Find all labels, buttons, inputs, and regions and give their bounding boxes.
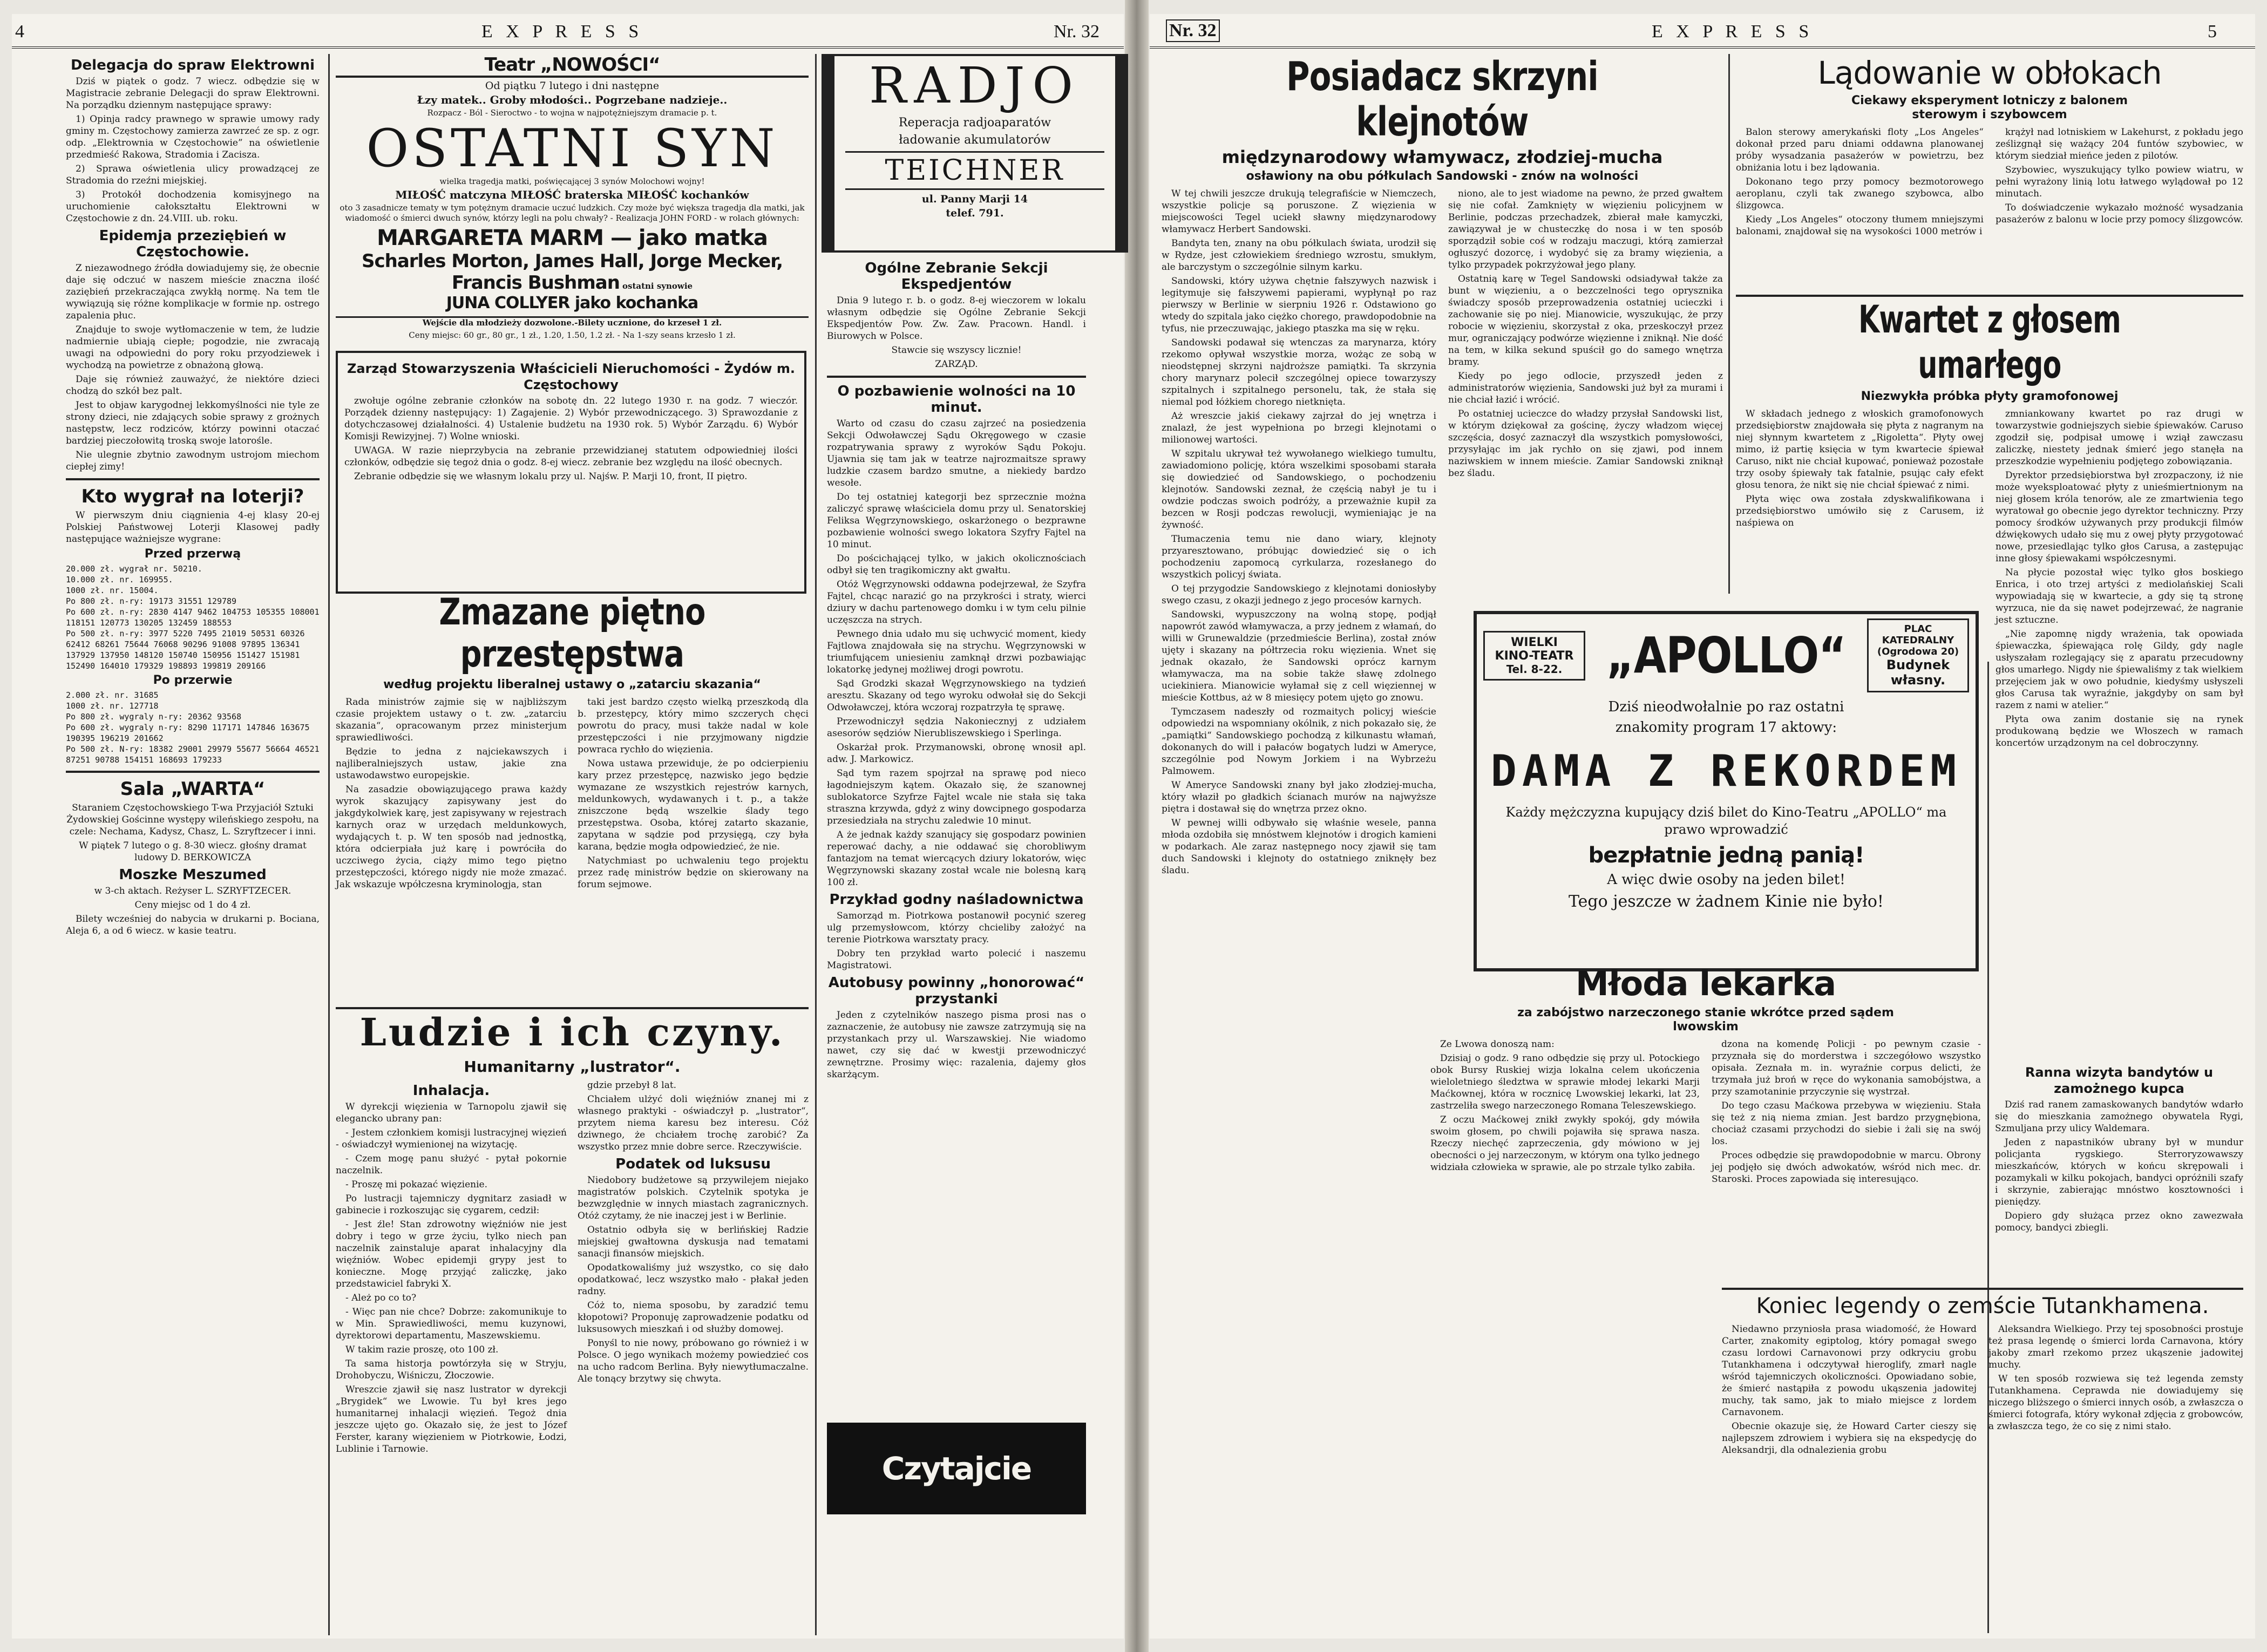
- paragraph: Dobry ten przykład warto polecić i naszemu Magistratowi.: [827, 948, 1086, 971]
- ludzie-col-a: [336, 1079, 567, 1457]
- paragraph: krążył nad lotniskiem w Lakehurst, z pokładu jego ześlizgnął się ważący 204 funtów szybowiec, w którym siedział mieńce jeden z pilotów.: [1995, 127, 2243, 161]
- zmazane-col-b: [578, 696, 809, 893]
- paragraph: Samorząd m. Piotrkowa postanowił pocynić szereg ulg przemysłowcom, którzy chcieliby założyć na terenie Piotrkowa warsztaty pracy.: [827, 910, 1086, 945]
- paragraph: Balon sterowy amerykański floty „Los Angeles“ dokonał przed paru dniami oddawna planowanej próby wysadzania pasażerów w powietrzu, bez obniżania lotu i bez lądowania.: [1736, 127, 1984, 173]
- kwartet-title: Kwartet z głosem umarłego: [1858, 297, 2121, 387]
- paragraph: dzona na komendę Policji - po pewnym czasie - przyznała się do morderstwa i szczegółowo wszystko opisała. Zeznała m. in. wyraźnie corpus delicti, że trzymała już broń w ręce do wykonania samobójstwa, a przy szamotaninie przyczynie się wystrzał.: [1712, 1039, 1981, 1097]
- paragraph: W pierwszym dniu ciągnienia 4-ej klasy 20-ej Polskiej Państwowej Loterji Klasowej padły następujące ważniejsze wygrane:: [66, 510, 320, 545]
- paragraph: Dziś rad ranem zamaskowanych bandytów wdarło się do mieszkania zamożnego obywatela Rygi, Szmuljana przy ulicy Waldemara.: [1995, 1099, 2243, 1134]
- apollo-right-box: PLAC KATEDRALNY (Ogrodowa 20) Budynek własny.: [1867, 618, 1969, 692]
- sub-heading: Przed przerwą: [144, 547, 241, 561]
- tagline: Łzy matek.. Groby młodości.. Pogrzebane nadzieje..: [417, 93, 728, 106]
- paragraph: Jeden z napastników ubrany był w mundur policjanta rygskiego. Sterroryzowawszy mieszkańców, których w końcu skrępowali i pozamykali w kilku pokojach, bandyci opróżnili szafy i skrzynie, zabierając mnóstwo kosztowności i pieniędzy.: [1995, 1137, 2243, 1207]
- zarzad-title: Zarząd Stowarzyszenia Właścicieli Nieruchomości - Żydów m. Częstochowy: [347, 361, 796, 392]
- paragraph: Do pościchającej tylko, w jakich okolicznościach odbył się ten tragikomiczny akt gwałtu.: [827, 553, 1086, 576]
- koniec-title: Koniec legendy o zemście Tutankhamena.: [1756, 1294, 2209, 1318]
- paragraph: Obecnie okazuje się, że Howard Carter cieszy się najlepszem zdrowiem i wybiera się na ekspedycję do Aleksandrji, dla odnalezienia grobu: [1722, 1421, 1977, 1456]
- paragraph: Kiedy „Los Angeles“ otoczony tłumem mniejszymi balonami, znajdował się na wysokości 1000 metrów i: [1736, 214, 1984, 237]
- zarzad-place: Zebranie odbędzie się we własnym lokalu przy ul. Najśw. P. Marji 10, front, II piętro.: [354, 471, 748, 482]
- posiadacz-subtitle-2: osławiony na obu półkulach Sandowski - znów na wolności: [1246, 169, 1639, 183]
- apollo-line-3: A więc dwie osoby na jeden bilet!: [1607, 872, 1845, 888]
- issue-number: Nr. 32: [1166, 19, 1220, 42]
- paragraph: Dziś w piątek o godz. 7 wiecz. odbędzie się w Magistracie zebranie Delegacji do spraw Elektrowni. Na porządku dziennym następujące sprawy:: [66, 76, 320, 111]
- zarzad-body: zwołuje ogólne zebranie członków na sobotę dn. 22 lutego 1930 r. na godz. 7 wieczór. Porządek dzienny następujący: 1) Zagajenie. 2) Wybór przewodniczącego. 3) Sprawozdanie z dotychczasowej działalności. 4) Ustalenie budżetu na 1930 rok. 5) Wybór Zarządu. 6) Wybór Komisji Rewizyjnej. 7) Wolne wnioski.: [344, 396, 798, 442]
- paragraph: Ceny miejsc od 1 do 4 zł.: [134, 900, 251, 910]
- radjo-ad: [822, 54, 1128, 253]
- paragraph: Dnia 9 lutego r. b. o godz. 8-ej wieczorem w lokalu własnym odbędzie się Ogólne Zebranie Sekcji Ekspedjentów Pow. Zw. Zaw. Pracown. Handl. i Biurowych w Polsce.: [827, 295, 1086, 342]
- lottery-numbers: Po 500 zł. n-ry: 3977 5220 7495 21019 50531 60326 62412 68261 75644 76068 90296 91008 97895 136341 137929 137950 148120 150740 150956 151427 151981 152490 164010 179329 198893 199819 209166: [66, 629, 305, 671]
- paragraph: O tej przygodzie Sandowskiego z klejnotami doniosłyby swego czasu, z okazji jednego z jego procesów karnych.: [1162, 583, 1436, 606]
- film-title: OSTATNI SYN: [366, 118, 778, 179]
- paragraph: Ostatnią karę w Tegel Sandowski odsiadywał także za bunt w więzieniu, a o bezczelności tego oprysznika świadczy sposób przeprowadzenia ostatniej ucieczki i zachowanie się po niej. Mianowicie, wyszukując, że przy robocie w więzieniu, skorzystał z oka, przeskoczył przez mur, ograniczający podwórze więzienne i zniknął. Nie dość na tem, w kilka sekund spuścił go do samego wnętrza bramy.: [1448, 274, 1723, 368]
- issue-number: Nr. 32: [1054, 22, 1099, 42]
- paragraph: Z niezawodnego źródła dowiadujemy się, że obecnie daje się odczuć w naszem mieście znaczna ilość zaziębień przekraczająca zwykłą normę. Na tem tle wywiązują się różne komplikacje w formie np. ostrego zapalenia płuc.: [66, 263, 320, 321]
- section-heading: Przykład godny naśladownictwa: [829, 892, 1084, 908]
- paragraph: Sandowski podawał się wtenczas za marynarza, który rzekomo opływał wszystkie morza, wożąc ze sobą w nieodstępnej skrzyni najdroższe pamiątki. Ta skrzynia chory marynarz polecił szczególnej opiece towarzyszy szpitalnych i szpitalnego personelu, tak, że stała się niemal pod łóżkiem chorego nietknięta.: [1162, 337, 1436, 407]
- apollo-film-title: DAMA Z REKORDEM: [1490, 746, 1962, 796]
- page-number: 4: [15, 22, 24, 42]
- paragraph: Wreszcie zjawił się nasz lustrator w dyrekcji „Brygidek“ we Lwowie. Tu był kres jego humanitarnej inhalacji więzień. Tegoż dnia jeszcze ujęto go. Okazało się, że jest to Józef Ferster, karany więzieniem w Piotrkowie, Łodzi, Lublinie i Tarnowie.: [336, 1384, 567, 1454]
- ranna-title: Ranna wizyta bandytów u zamożnego kupca: [2025, 1065, 2214, 1096]
- paragraph: Cóż to, niema sposobu, by zaradzić temu kłopotowi? Proponuję zaprowadzenie podatku od luksusowych mieszkań i od służby domowej.: [578, 1300, 809, 1335]
- paragraph: Z oczu Maćkowej znikł zwykły spokój, gdy mówiła swoim głosem, po chwili pojawiła się sprawa nasza. Rzeczy niechęć zaprzeczenia, gdy mówiono w jej obecności o jej narzeczonym, w którym ona tylko jednego widziała człowieka w sprawie, ale po strzale tylko zabiła.: [1430, 1114, 1700, 1173]
- paragraph: Na płycie pozostał więc tylko głos boskiego Enrica, i oto trzej artyści z mediolańskiej Scali wypowiadają się w kwartecie, a gdy się tą stronę wyrzuca, nie da się nawet podejrzewać, że nagranie jest sztuczne.: [1995, 567, 2243, 626]
- zmazane-article: [336, 592, 809, 1007]
- lekarka-article: [1430, 964, 1981, 1288]
- ludzie-article: [336, 1007, 809, 1635]
- paragraph: A że jednak każdy szanujący się gospodarz powinien reperować dachy, a nie oddawać się chorobliwym fantazjom na temat wiercących dziury lokatorów, więc Węgrzynowski skazany został wcale nie bolesną karą 100 zł.: [827, 830, 1086, 888]
- paragraph: Pewnego dnia udało mu się uchwycić moment, kiedy Fajtlowa znajdowała się na strychu. Węgrzynowski w triumfującem uniesieniu zamknął drzwi pozbawiając lokatorkę jedynej możliwej drogi powrotu.: [827, 629, 1086, 675]
- tagline-2: Rozpacz - Ból - Sieroctwo - to wojna w najpotężniejszym dramacie p. t.: [427, 108, 717, 118]
- paragraph: Oskarżał prok. Przymanowski, obronę wnosił apl. adw. J. Markowicz.: [827, 742, 1086, 765]
- paragraph: Tymczasem nadeszły od rozmaitych policyj wieście odpowiedzi na wspomniany okólnik, z nich pokazało się, że „pamiątki“ Sandowskiego pochodzą z kilkunastu włamań, dokonanych do will i pałaców bogatych ludzi w Ameryce, szczególnie pod Nowym Jorkiem i na Wybrzeżu Palmowem.: [1162, 706, 1436, 777]
- column-divider: [328, 54, 330, 1635]
- ranna-article: [1995, 1061, 2243, 1277]
- koniec-col-a: [1722, 1323, 1977, 1458]
- zmazane-title: Zmazane piętno przestępstwa: [439, 591, 705, 676]
- lekarka-title: Młoda lekarka: [1575, 964, 1836, 1003]
- paragraph: Będzie to jedna z najciekawszych i najliberalniejszych ustaw, jakie zna ustawodawstwo europejskie.: [336, 746, 567, 781]
- paragraph: Proces odbędzie się prawdopodobnie w marcu. Obrony jej podjęło się dwóch adwokatów, wśród nich mec. dr. Staroski. Proces zapowiada się interesująco.: [1712, 1150, 1981, 1185]
- film-desc-2: oto 3 zasadnicze tematy w tym potężnym dramacie uczuć ludzkich. Czy może być większa tragedja dla matki, jak wiadomość o śmierci dwuch synów, którzy legli na polu chwały? - Realizacja JOHN FORD - w rolach głównych:: [340, 203, 805, 223]
- zmazane-col-a: [336, 696, 567, 893]
- paragraph: Ostatnio odbyła się w berlińskiej Radzie miejskiej gwałtowna dyskusja nad tematami sanacji finansów miejskich.: [578, 1225, 809, 1259]
- paragraph: Dokonano tego przy pomocy bezmotorowego aeroplanu, czyli tak zwanego szybowca, albo ślizgowca.: [1736, 176, 1984, 211]
- paragraph: ZARZĄD.: [935, 359, 978, 370]
- kwartet-article: [1736, 295, 2243, 749]
- theatre-name: Teatr „NOWOŚCI“: [336, 54, 809, 78]
- paragraph: w 3-ch aktach. Reżyser L. SZRYFTZECER.: [94, 886, 291, 896]
- apollo-left-box: WIELKI KINO-TEATR Tel. 8-22.: [1483, 631, 1585, 681]
- paragraph: Niedobory budżetowe są przywilejem niejako magistratów polskich. Czytelnik spotyka je bezwzględnie w innych miastach zagranicznych. Otóż czytamy, że nie inaczej jest i w Berlinie.: [578, 1175, 809, 1221]
- paragraph: Dzisiaj o godz. 9 rano odbędzie się przy ul. Potockiego obok Bursy Ruskiej wizja lokalna celem ukończenia wieloletniego śledztwa w sprawie młodej lekarki Marji Maćkownej, która w rocznicę Lwowskiej lekarki, lat 23, zastrzeliła swego narzeczonego Romana Teleszewskiego.: [1430, 1053, 1700, 1111]
- lottery-numbers: Po 500 zł. N-ry: 18382 29001 29979 55677 56664 46521 87251 90788 154151 168693 179233: [66, 744, 320, 765]
- paragraph: Dyrektor przedsiębiorstwa był zrozpaczony, iż nie może wyeksploatować płyty z unieśmiertnionym na niej głosem króla tenorów, ale ze zmartwienia tego wyratował go obecnie jego dyrektor techniczny. Przy pomocy środków używanych przy produkcji filmów dźwiękowych udało się mu z owej płyty przygotować nowe, przesiedlając tylko głos Carusa, a zastępując inne głosy śpiewakami współczesnymi.: [1995, 470, 2243, 564]
- section-heading: Ogólne Zebranie Sekcji Ekspedjentów: [865, 260, 1048, 293]
- paragraph: Bilety wcześniej do nabycia w drukarni p. Bociana, Aleja 6, a od 6 wiecz. w kasie teatru.: [66, 914, 320, 936]
- paragraph: - Jestem członkiem komisji lustracyjnej więzień - oświadczył wymienionej na wizytację.: [336, 1127, 567, 1150]
- masthead: E X P R E S S: [481, 22, 643, 42]
- paragraph: Sąd tym razem spojrzał na sprawę pod nieco łagodniejszym kątem. Okazało się, że szanownej sublokatorce Szyfrze Fajtel wcale nie stała się taka straszna krzywda, gdyż z winy dowcipnego gospodarza przesiedziała na strychu zaledwie 10 minut.: [827, 768, 1086, 826]
- kwartet-subtitle: Niezwykła próbka płyty gramofonowej: [1861, 390, 2119, 403]
- page-number: 5: [2208, 22, 2217, 42]
- posiadacz-title: Posiadacz skrzyni klejnotów: [1286, 53, 1598, 145]
- ladowanie-title: Lądowanie w obłokach: [1817, 55, 2162, 91]
- paragraph: Znajduje to swoje wytłomaczenie w tem, że ludzie nadmiernie ubiają ciepłe; pogodzie, nie zwracają uwagi na odpowiedni do pory roku przyodziewek i wychodzą na powietrze z obnażoną głową.: [66, 324, 320, 371]
- paragraph: Nie ulegnie zbytnio zawodnym ustrojom miechom ciepłej zimy!: [66, 450, 320, 472]
- paragraph: W ten sposób rozwiewa się też legenda zemsty Tutankhamena. Ceprawda nie dowiadujemy się niczego bliższego o śmierci innych osób, a zwłaszcza o śmierci fotografa, który wykonał zdjęcia z grobowców, a zwłaszcza tego, że co się z nimi stało.: [1988, 1374, 2243, 1432]
- paragraph: W Ameryce Sandowski znany był jako złodziej-mucha, który właził po gładkich ścianach murów na najwyższe piętra i dostawał się do wnętrza przez okno.: [1162, 780, 1436, 814]
- paragraph: 2) Sprawa oświetlenia ulicy prowadzącej ze Stradomia do rzeźni miejskiej.: [66, 164, 320, 186]
- ludzie-title: Ludzie i ich czyny.: [359, 1010, 785, 1055]
- section-heading: Moszke Meszumed: [119, 867, 267, 883]
- paragraph: Płyta owa zanim dostanie się na rynek produkowaną będzie we Włoszech w ramach koncertów urządzonym na cel dobroczynny.: [1995, 714, 2243, 749]
- paragraph: Rada ministrów zajmie się w najbliższym czasie projektem ustawy o t. zw. „zatarciu skazania“, opracowanym przez ministerjum sprawiedliwości.: [336, 697, 567, 743]
- section-heading: Kto wygrał na loterji?: [81, 486, 304, 507]
- kwartet-col-b: [1995, 408, 2243, 751]
- paragraph: „Nie zapomnę nigdy wrażenia, tak opowiada śpiewaczka, śpiewająca rolę Gildy, gdy nagle usłyszałam rozlegający się z aparatu przecudowny głos umarłego. Nigdy nie śpiewaliśmy z tak wielkiem przejęciem jak w owo południe, kiedyśmy usłyszeli głos Carusa tak wyraźnie, jakgdyby on sam był razem z nami w atelier.“: [1995, 629, 2243, 711]
- ludzie-col-b: [578, 1079, 809, 1457]
- paragraph: Płyta więc owa została zdyskwalifikowana i przedsiębiorstwo umówiło się z Carusem, iż naśpiewa on: [1736, 494, 1984, 528]
- ladowanie-col-a: [1736, 126, 1984, 240]
- apollo-line-1: Dziś nieodwołalnie po raz ostatni: [1608, 699, 1844, 715]
- lottery-numbers: 20.000 zł. wygrał nr. 50210.: [66, 564, 202, 574]
- lottery-numbers: 2.000 zł. nr. 31685: [66, 690, 159, 700]
- paragraph: Po ostatniej ucieczce do władzy przysłał Sandowski list, w którym dziękował za gościnę, życzy władzom więcej szczęścia, dosyć zaznaczył dla wszystkich pomysłowości, przysyłając im jak rychło on się zjawi, pod innem naziwskiem w innem mieście. Zamiar Sandowski zniknął bez śladu.: [1448, 409, 1723, 479]
- zmazane-subtitle: według projektu liberalnej ustawy o „zatarciu skazania“: [383, 678, 761, 691]
- paragraph: Jest to objaw karygodnej lekkomyślności nie tyle ze strony dzieci, nie zdających sobie sprawy z grożnych następstw, lecz rodziców, którzy powinni otaczać bardziej pieczołowitą troską swoje latorośle.: [66, 400, 320, 446]
- zarzad-notice: [336, 351, 806, 594]
- page-gutter: [1125, 0, 1149, 1652]
- paragraph: 1) Opinja radcy prawnego w sprawie umowy rady gminy m. Częstochowy zamierza zawrzeć ze sp. z ogr. odp. „Elektrownia w Częstochowie” na oświetlenie przedmieść Rakowa, Stradomia i Zacisza.: [66, 114, 320, 160]
- posiadacz-subtitle: międzynarodowy włamywacz, złodziej-mucha: [1221, 147, 1663, 167]
- lottery-numbers: Po 600 zł. wygraly n-ry: 8290 117171 147846 163675 190395 196219 201662: [66, 723, 310, 743]
- paragraph: Ta sama historja powtórzyła się w Stryju, Drohobyczu, Wiśniczu, Złoczowie.: [336, 1358, 567, 1381]
- paragraph: Nowa ustawa przewiduje, że po odcierpieniu kary przez przestępcę, nazwisko jego będzie wymazane ze wszystkich rejestrów karnych, meldunkowych, wydawanych i t. p., a także zniszczone będą wszelkie ślady tego przestępstwa. Osoba, której zatarto skazanie, zapytana w sądzie pod przysięgą, czy była karana, będzie mogła odpowiedzieć, że nie.: [578, 758, 809, 852]
- czytajcie-express-ad: Czytajcie Express: [827, 1423, 1086, 1514]
- paragraph: W szpitalu ukrywał też wywołanego wielkiego tumultu, zawiadomiono policję, która wszelkimi sposobami starała się dowiedzieć od Sandowskiego, o pochodzeniu klejnotów. Sandowski zeznał, że częścią nabył je tu i owdzie podczas swoich podróży, a przeważnie kupił za bezcen w Rosji podczas rewolucji, wymieniając je na żywność.: [1162, 448, 1436, 531]
- ranna-body: [1995, 1099, 2243, 1234]
- paragraph: Po lustracji tajemniczy dygnitarz zasiadł w gabinecie i rozkoszując się cygarem, cedził:: [336, 1193, 567, 1216]
- koniec-col-b: [1988, 1323, 2243, 1458]
- apollo-line-2: znakomity program 17 aktowy:: [1615, 719, 1837, 736]
- paragraph: Tłumaczenia temu nie dano wiary, klejnoty przyaresztowano, próbując dowiedzieć się o ich pochodzeniu zapomocą cyrkularza, rozesłanego do wszystkich policyj świata.: [1162, 534, 1436, 580]
- star-name-2: JUNA COLLYER jako kochanka: [446, 294, 698, 312]
- paragraph: 3) Protokół dochodzenia komisyjnego na uruchomienie całokształtu Elektrowni w Częstochowie z dn. 24.VIII. ub. roku.: [66, 189, 320, 224]
- paragraph: gdzie przebył 8 lat.: [587, 1080, 677, 1091]
- radjo-line-2: ładowanie akumulatorów: [899, 133, 1051, 147]
- left-column-1: [66, 54, 320, 1635]
- paragraph: Jeden z czytelników naszego pisma prosi nas o zaznaczenie, że autobusy nie zawsze zatrzymują się na przystankach przy ul. Warszawskiej. Nie wiadomo nawet, czy się dać w kwestji przewodniczyć zewnętrzne. Prosimy więc: razalenia, dajemy głos skarżącym.: [827, 1010, 1086, 1080]
- paragraph: W piątek 7 lutego o g. 8-30 wiecz. głośny dramat ludowy D. BERKOWICZA: [79, 840, 307, 863]
- paragraph: Do tej ostatniej kategorji bez sprzecznie można zaliczyć sprawę właściciela domu przy ul. Senatorskiej Feliksa Węgrzynowskiego, oskarżonego o bezprawne pozbawienie wolności swego lokatora Szyfry Fajtel na 10 minut.: [827, 492, 1086, 550]
- paragraph: taki jest bardzo często wielką przeszkodą dla b. przestępcy, który mimo szczerych chęci powrotu do pracy, musi także nadal w kole przestępczości i nie przyjmowany nigdzie powraca rychło do więzienia.: [578, 697, 809, 755]
- date-line: Od piątku 7 lutego i dni następne: [485, 80, 660, 92]
- right-page: [1150, 14, 2255, 1639]
- paragraph: W pewnej willi odbywało się właśnie wesele, panna młoda ozdobiła się mnóstwem klejnotów i drogich kamieni w podarkach. Ale zaraz następnego nocy zjawił się tam duch Sandowski i klejnoty do ostatniego zniknęły bez śladu.: [1162, 818, 1436, 876]
- apollo-line-4: Tego jeszcze w żadnem Kinie nie było!: [1569, 892, 1884, 911]
- section-heading: O pozbawienie wolności na 10 minut.: [837, 383, 1076, 416]
- paragraph: Sandowski, który używa chętnie fałszywych nazwisk i legitymuje się fałszywemi papierami, wypłynął po raz pierwszy w Berlinie w sierpniu 1926 r. Odstawiono go wtedy do szpitala jako ciężko chorego, prawdopodobnie na tyfus, nie przeczuwając, jakiego ptaszka ma się w ręku.: [1162, 276, 1436, 334]
- divider: [827, 376, 1086, 378]
- column-divider: [815, 54, 817, 1635]
- cast-list: Scharles Morton, James Hall, Jorge Mecker, Francis Bushman: [362, 250, 783, 294]
- paragraph: niono, ale to jest wiadome na pewno, że przed gwałtem się nie cofał. Zamknięty w więzieniu policyjnem w Berlinie, podczas przechadzek, zbierał małe kamyczki, zawiązywał je w chusteczkę do nosa i w ten sposób sporządził sobie coś w rodzaju maczugi, którą zamierzał ogłuszyć dozorcę, i wydobyć się za bramy więzienia, a tylko przypadek pokrzyżował jego plany.: [1448, 188, 1723, 270]
- paragraph: Natychmiast po uchwaleniu tego projektu przez radę ministrów będzie on skierowany na forum sejmowe.: [578, 855, 809, 890]
- lottery-numbers: 1000 zł. nr. 127718: [66, 701, 159, 711]
- star-name: MARGARETA MARM — jako matka: [377, 226, 768, 250]
- lottery-numbers: Po 600 zł. n-ry: 2830 4147 9462 104753 105355 108001 118151 120773 130205 132459 188553: [66, 607, 320, 628]
- masthead: E X P R E S S: [1652, 22, 1814, 42]
- zarzad-note: UWAGA. W razie nieprzybycia na zebranie przewidzianej statutem odpowiedniej ilości członków, odbędzie się tegoż dnia o godz. 8-ej wiecz. zebranie bez względu na ilość obecnych.: [344, 445, 798, 468]
- lekarka-subtitle: za zabójstwo narzeczonego stanie wkrótce przed sądem lwowskim: [1517, 1006, 1894, 1034]
- sub-heading: Po przerwie: [153, 674, 233, 687]
- ladowanie-subtitle: Ciekawy eksperyment lotniczy z balonem sterowym i szybowcem: [1851, 94, 2128, 121]
- paragraph: Warto od czasu do czasu zajrzeć na posiedzenia Sekcji Odwoławczej Sądu Okręgowego w czasie rozpatrywania sprawy z wyroków Sądu Pokoju. Ujawnia się tam jak w teatrze najrozmaitsze sprawy ludzkie czasem bardzo smutne, a niekiedy bardzo wesołe.: [827, 418, 1086, 488]
- ladowanie-article: [1736, 54, 2243, 291]
- column-divider: [1728, 54, 1730, 594]
- paragraph: Ze Lwowa donoszą nam:: [1440, 1039, 1555, 1050]
- apollo-ad: [1474, 611, 1979, 971]
- right-header: [1150, 18, 2255, 49]
- ladowanie-col-b: [1995, 126, 2243, 240]
- radjo-line-1: Reperacja radjoaparatów: [898, 116, 1051, 130]
- paragraph: Do tego czasu Maćkowa przebywa w więzieniu. Stała się też z nią niema zmian. Jest bardzo przygnębiona, chociaż czasami przychodzi do siebie i żali się na swój los.: [1712, 1100, 1981, 1147]
- lottery-numbers: Po 800 zł. wygraly n-ry: 20362 93568: [66, 712, 242, 722]
- paragraph: - Czem mogę panu służyć - pytał pokornie naczelnik.: [336, 1153, 567, 1176]
- radjo-name: TEICHNER: [845, 151, 1104, 190]
- paragraph: Chciałem ulżyć doli więźniów znanej mi z własnego praktyki - oświadczył p. „lustrator“, przytem niema karesu bez interesu. Cóż dziwnego, że chciałem trochę zarobić? Za wszystko przez mnie dobre serce. Rzeczywiście.: [578, 1094, 809, 1152]
- posiadacz-col-a: [1162, 188, 1436, 879]
- lottery-numbers: 1000 zł. nr. 15004.: [66, 586, 159, 595]
- paragraph: Na zasadzie obowiązującego prawa każdy wyrok skazujący zapisywany jest do jakgdykolwiek karę, jest zapisywany w rejestrach karnych oraz w urzędach meldunkowych, wydających t. p. W ten sposób nad jednostką, która odcierpiała już karę i powróciła do uczciwego życia, ciąży mimo tego piętno przestępczości, którego nigdy nie może zmazać. Jak wskazuje wpółczesna kryminologja, stan: [336, 784, 567, 890]
- film-desc: wielka tragedja matki, poświęcającej 3 synów Molochowi wojny!: [439, 176, 705, 186]
- paragraph: Aż wreszcie jakiś ciekawy zajrzał do jej wnętrza i znalazł, że jest wypełniona po brzegi klejnotami o milionowej wartości.: [1162, 411, 1436, 445]
- apollo-offer: Każdy mężczyzna kupujący dziś bilet do Kino-Teatru „APOLLO“ ma prawo wprowadzić: [1505, 805, 1947, 837]
- paragraph: Dopiero gdy służąca przez okno zawezwała pomocy, bandyci zbiegli.: [1995, 1211, 2243, 1233]
- price-info: Ceny miejsc: 60 gr., 80 gr., 1 zł., 1.20, 1.50, 1.2 zł. - Na 1-szy seans krzesło 1 zł.: [409, 330, 736, 340]
- koniec-article: [1722, 1288, 2243, 1635]
- section-heading: Epidemja przeziębień w Częstochowie.: [99, 228, 287, 260]
- paragraph: To doświadczenie wykazało możność wysadzania pasażerów z balonu w locie przy pomocy ślizgowców.: [1995, 202, 2243, 225]
- paragraph: Bandyta ten, znany na obu półkulach świata, urodził się w Rydze, jest człowiekiem średniego wzrostu, smukłym, ale barczystym o szczególnie silnym karku.: [1162, 238, 1436, 273]
- left-page: [12, 14, 1124, 1639]
- paragraph: Przewodniczył sędzia Nakoniecznyj z udziałem asesorów sędziów Nierubliszewskiego i Sperlinga.: [827, 716, 1086, 739]
- paragraph: Staraniem Częstochowskiego T-wa Przyjaciół Sztuki Żydowskiej Gościnne występy wileńskiego zespołu, na czele: Nechama, Kadysz, Chasz, L. Szryftzecer i inni.: [66, 803, 319, 837]
- lekarka-col-a: [1430, 1038, 1700, 1187]
- film-themes: MIŁOŚĆ matczyna MIŁOŚĆ braterska MIŁOŚĆ kochanków: [395, 188, 749, 201]
- paragraph: - Ależ po co to?: [345, 1293, 417, 1303]
- paragraph: Opodatkowaliśmy już wszystko, co się dało opodatkować, lecz wszystko mało - płakał jeden radny.: [578, 1262, 809, 1297]
- radjo-phone: telef. 791.: [946, 207, 1004, 219]
- entry-info: Wejście dla młodzieży dozwolone.-Bilety ucznione, do krzeseł 1 zł.: [336, 316, 809, 328]
- lottery-numbers: Po 800 zł. n-ry: 19173 31551 129789: [66, 596, 237, 606]
- apollo-free: bezpłatnie jedną panią!: [1588, 843, 1864, 868]
- paragraph: - Proszę mi pokazać więzienie.: [345, 1179, 487, 1190]
- paragraph: Szybowiec, wyszukujący tylko powiew wiatru, w pełni wyrażony linią lotu łatwego wylądował po 12 minutach.: [1995, 165, 2243, 199]
- paragraph: W dyrekcji więzienia w Tarnopolu zjawił się elegancko ubrany pan:: [336, 1102, 567, 1124]
- left-column-4: [827, 257, 1086, 1396]
- cast-note: ostatni synowie: [622, 281, 693, 291]
- paragraph: Stawcie się wszyscy licznie!: [891, 345, 1022, 356]
- paragraph: Daje się również zauważyć, że niektóre dzieci chodzą do szkół bez palt.: [66, 374, 320, 397]
- lekarka-col-b: [1712, 1038, 1981, 1187]
- section-heading: Podatek od luksusu: [615, 1156, 771, 1172]
- section-heading: Autobusy powinny „honorować“ przystanki: [828, 975, 1085, 1007]
- paragraph: W tej chwili jeszcze drukują telegrafiście w Niemczech, wszystkie policje są poruszone. Z więzienia w miejscowości Tegel uciekł sławny międzynarodowy włamywacz Herbert Sandowski.: [1162, 188, 1436, 235]
- paragraph: - Jest źle! Stan zdrowotny więźniów nie jest dobry i tego w grze życiu, tylko niech pan naczelnik zainstaluje aparat inhalacyjny dla więźniów. Wobec epidemji grypy jest to konieczne. Mogę przyjąć zaliczkę, jako przedstawiciel fabryki X.: [336, 1219, 567, 1289]
- nowosci-ad: [336, 54, 809, 343]
- paragraph: - Więc pan nie chce? Dobrze: zakomunikuje to w Min. Sprawiedliwości, memu kuzynowi, dyrektorowi departamentu, Maszewskiemu.: [336, 1307, 567, 1341]
- ludzie-subtitle: Humanitarny „lustrator“.: [464, 1058, 681, 1076]
- paragraph: Niedawno przyniosła prasa wiadomość, że Howard Carter, znakomity egiptolog, który pomagał swego czasu lordowi Carnavonowi przy odkryciu grobu Tutankhamena i odczytywał hieroglify, zmarł nagle wśród tajemniczych okoliczności. Opowiadano sobie, że śmierć nastąpiła z powodu ukąszenia jadowitej muchy, tak samo, jak to miało miejsce z lordem Carnavonem.: [1722, 1324, 1977, 1418]
- radjo-address: ul. Panny Marji 14: [921, 193, 1028, 205]
- paragraph: Sąd Grodzki skazał Węgrzynowskiego na tydzień aresztu. Skazany od tego wyroku odwołał się do Sekcji Odwoławczej, która wczoraj rozpatrzyła tę sprawę.: [827, 678, 1086, 713]
- lottery-numbers: 10.000 zł. nr. 169955.: [66, 575, 173, 584]
- paragraph: W takim razie proszę, oto 100 zł.: [345, 1344, 499, 1355]
- divider: [66, 478, 320, 480]
- paragraph: Otóż Węgrzynowski oddawna podejrzewał, że Szyfra Fajtel, chcąc narazić go na przykrości i straty, wierci dziury w dachu partenowego domku i w tym celu pilnie uczęszcza na strych.: [827, 579, 1086, 626]
- paragraph: zmniankowany kwartet po raz drugi w towarzystwie godniejszych siebie śpiewaków. Caruso zgodził się, podpisał umowę i wziął zawczasu zaliczkę, niestety jednak śmierć jego stanęła na przeszkodzie wypełnieniu podjętego zobowiązania.: [1995, 409, 2243, 467]
- left-header: [12, 18, 1124, 49]
- apollo-name: „APOLLO“: [1606, 626, 1846, 684]
- section-heading: Delegacja do spraw Elektrowni: [70, 57, 315, 73]
- section-heading: Sala „WARTA“: [120, 778, 266, 800]
- paragraph: W składach jednego z włoskich gramofonowych przedsiębiorstw znajdowała się płyta z nagranym na niej słynnym kwartetem z „Rigoletta“. Płyty owej mimo, iż partię księcia w tym kwartecie śpiewał Caruso, nikt nie chciał kupować, ponieważ pozostałe trzy osoby śpiewały tak fatalnie, psując cały efekt głosu tenora, że nikt się nie chciał śpiewać z nimi.: [1736, 409, 1984, 491]
- divider: [66, 771, 320, 773]
- paragraph: Sandowski, wypuszczony na wolną stopę, podjął napowrót zawód włamywacza, a przy jednem z włamań, do willi w Grunewaldzie (przedmieście Berlina), został znów ujęty i skazany na półtrzecia roku więzienia. Wnet się jednak okazało, że Sandowski oprócz karnym włamywacza, ma na sobie także sławę zdolnego uciekiniera. Mianowicie wyłamał się z cell więziennej w mieście Kottbus, aż w 8 miesięcy potem ujęto go znowu.: [1162, 609, 1436, 703]
- paragraph: Ponyśl to nie nowy, próbowano go również i w Polsce. O jego wynikach możemy powiedzieć cos na ucho radcom Berlina. Były niewytłumaczalne. Ale tonący brzytwy się chwyta.: [578, 1338, 809, 1384]
- radjo-title: RADJO: [869, 57, 1081, 114]
- paragraph: Aleksandra Wielkiego. Przy tej sposobności prostuje też prasa legendę o śmierci lorda Carnavona, który jakoby zmarł rzekomo przez ukąszenie jadowitej muchy.: [1988, 1324, 2243, 1370]
- section-heading: Inhalacja.: [412, 1083, 490, 1099]
- paragraph: Kiedy po jego odlocie, przyszedł jeden z administratorów więzienia, Sandowski już był za murami i nie chciał łazić i wrócić.: [1448, 371, 1723, 405]
